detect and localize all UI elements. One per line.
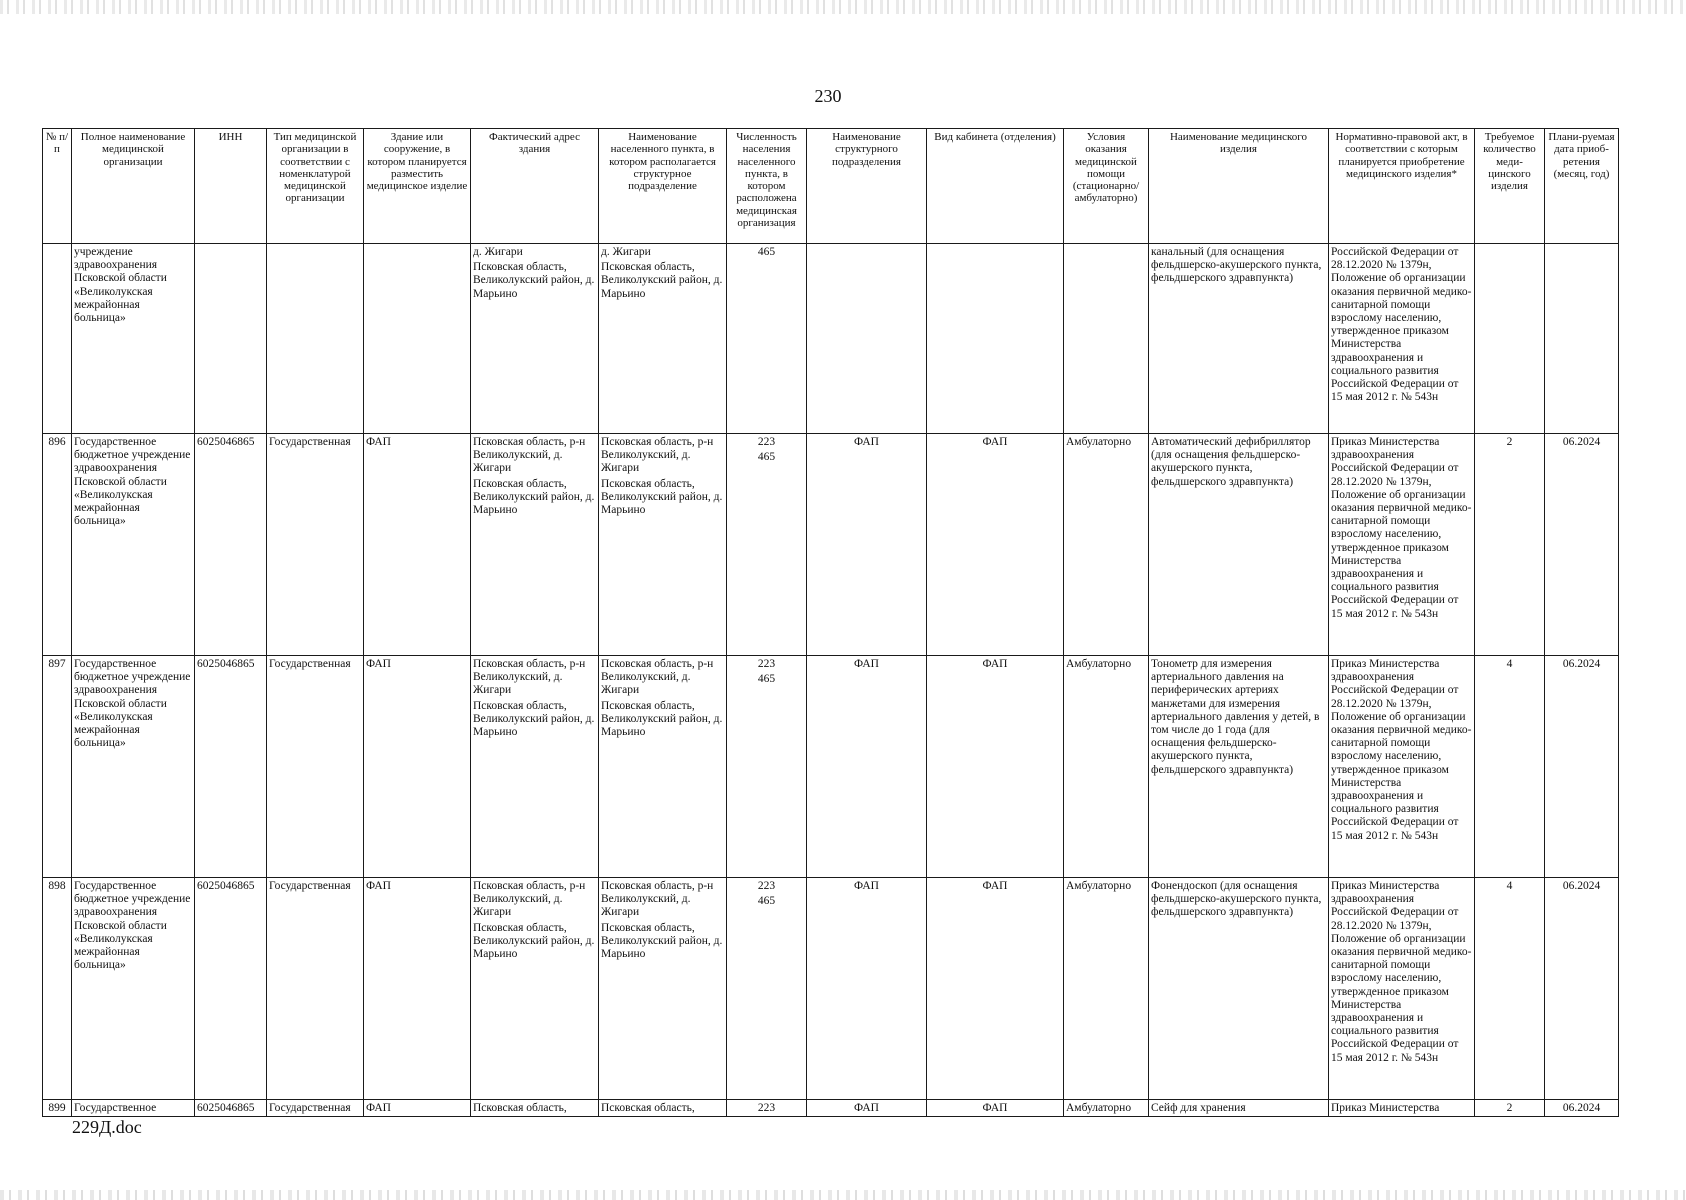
cell-inn: 6025046865 — [195, 656, 267, 878]
cell-date — [1545, 1100, 1619, 1117]
cell-unit: ФАП — [807, 878, 927, 1100]
scan-edge-top — [0, 0, 1686, 14]
cell-type — [267, 1100, 364, 1117]
cell-text: Амбулаторно — [1066, 1102, 1132, 1114]
header-device: Наименование медицинского изделия — [1149, 129, 1329, 244]
header-num: № п/п — [43, 129, 72, 244]
cell-org: Государственное бюджетное учреждение здравоохранения Псковской области «Великолукская межрайонная больница» — [72, 656, 195, 878]
population-value: 223 — [757, 658, 776, 670]
cell-population — [727, 1100, 807, 1117]
cell-unit — [807, 1100, 927, 1117]
table-row — [43, 434, 1619, 656]
cell-text: 6025046865 — [197, 1102, 255, 1114]
cell-num: 896 — [43, 434, 72, 656]
table-row — [43, 656, 1619, 878]
cell-device: Автоматический дефибриллятор (для оснащения фельдшерско-акушерского пункта, фельдшерского здравпункта) — [1149, 434, 1329, 656]
cell-text: 223 — [757, 1102, 776, 1114]
cell-address — [471, 878, 599, 1100]
address-line: Псковская область, р-н Великолукский, д. Жигари — [473, 880, 586, 919]
cell-inn: 6025046865 — [195, 434, 267, 656]
population-value: 465 — [757, 246, 776, 258]
header-settlement: Наименование населенного пункта, в котором располагается структурное подразделение — [599, 129, 727, 244]
cell-settlement — [599, 434, 727, 656]
cell-text: ФАП — [854, 1102, 879, 1114]
cell-device: канальный (для оснащения фельдшерско-акушерского пункта, фельдшерского здравпункта) — [1149, 244, 1329, 434]
cell-cabinet — [927, 244, 1064, 434]
cell-address — [471, 434, 599, 656]
cell-settlement — [599, 656, 727, 878]
settlement-line: Псковская область, Великолукский район, д. Марьино — [601, 921, 723, 961]
cell-settlement — [599, 244, 727, 434]
cell-settlement — [599, 878, 727, 1100]
cell-text: Государственная — [269, 1102, 351, 1114]
cell-inn — [195, 1100, 267, 1117]
cell-conditions: Амбулаторно — [1064, 878, 1149, 1100]
address-line: Псковская область, Великолукский район, д. Марьино — [473, 477, 595, 517]
table-row-truncated — [43, 1100, 1619, 1117]
cell-type: Государственная — [267, 434, 364, 656]
cell-population — [727, 434, 807, 656]
cell-date: 06.2024 — [1545, 434, 1619, 656]
cell-address — [471, 244, 599, 434]
settlement-line: Псковская область, Великолукский район, д. Марьино — [601, 699, 723, 739]
header-unit: Наименование структурного подразделения — [807, 129, 927, 244]
address-line: Псковская область, Великолукский район, д. Марьино — [473, 921, 595, 961]
cell-act: Приказ Министерства здравоохранения Российской Федерации от 28.12.2020 № 1379н, Положение об организации оказания первичной медико-санитарной помощи взрослому населению, утвержденное приказом Министерства здравоохранения и социального развития Российской Федерации от 15 мая 2012 г. № 543н — [1329, 878, 1475, 1100]
header-address: Фактический адрес здания — [471, 129, 599, 244]
cell-text: Приказ Министерства — [1331, 1102, 1440, 1114]
cell-type — [267, 244, 364, 434]
population-value: 223 — [757, 436, 776, 448]
cell-inn — [195, 244, 267, 434]
address-line: Псковская область, р-н Великолукский, д. Жигари — [473, 436, 586, 475]
cell-building: ФАП — [364, 878, 471, 1100]
cell-device — [1149, 1100, 1329, 1117]
scan-edge-bottom — [0, 1190, 1686, 1200]
population-value: 465 — [757, 673, 776, 686]
table-row — [43, 878, 1619, 1100]
cell-type: Государственная — [267, 656, 364, 878]
cell-num — [43, 1100, 72, 1117]
header-qty: Требуемое количество меди-цинского изделия — [1475, 129, 1545, 244]
cell-text: Псковская область, — [601, 1102, 695, 1114]
population-value: 223 — [757, 880, 776, 892]
cell-qty: 4 — [1475, 656, 1545, 878]
header-date: Плани-руемая дата приоб-ретения (месяц, год) — [1545, 129, 1619, 244]
header-org: Полное наименование медицинской организации — [72, 129, 195, 244]
population-value: 465 — [757, 895, 776, 908]
settlement-line: д. Жигари — [601, 246, 651, 258]
cell-type: Государственная — [267, 878, 364, 1100]
address-line: Псковская область, р-н Великолукский, д. Жигари — [473, 658, 586, 697]
cell-text: Псковская область, — [473, 1102, 567, 1114]
cell-building: ФАП — [364, 656, 471, 878]
cell-inn: 6025046865 — [195, 878, 267, 1100]
footer-filename: 229Д.doc — [72, 1117, 142, 1137]
cell-qty: 2 — [1475, 434, 1545, 656]
settlement-line: Псковская область, р-н Великолукский, д. Жигари — [601, 658, 714, 697]
cell-cabinet: ФАП — [927, 878, 1064, 1100]
header-act: Нормативно-правовой акт, в соответствии с которым планируется приобретение медицинского изделия* — [1329, 129, 1475, 244]
settlement-line: Псковская область, р-н Великолукский, д. Жигари — [601, 880, 714, 919]
header-population: Численность населения населенного пункта, в котором расположена медицинская организация — [727, 129, 807, 244]
settlement-line: Псковская область, Великолукский район, д. Марьино — [601, 477, 723, 517]
cell-population — [727, 656, 807, 878]
cell-unit: ФАП — [807, 434, 927, 656]
cell-settlement — [599, 1100, 727, 1117]
page-number: 230 — [814, 86, 842, 106]
address-line: Псковская область, Великолукский район, д. Марьино — [473, 699, 595, 739]
cell-org — [72, 1100, 195, 1117]
population-value: 465 — [757, 451, 776, 464]
header-conditions: Условия оказания медицинской помощи (стационарно/амбулаторно) — [1064, 129, 1149, 244]
header-type: Тип медицинской организации в соответствии с номенклатурой медицинской организации — [267, 129, 364, 244]
header-inn: ИНН — [195, 129, 267, 244]
cell-address — [471, 656, 599, 878]
cell-num: 898 — [43, 878, 72, 1100]
cell-date: 06.2024 — [1545, 656, 1619, 878]
cell-device: Фонендоскоп (для оснащения фельдшерско-акушерского пункта, фельдшерского здравпункта) — [1149, 878, 1329, 1100]
cell-text: Государственное — [74, 1102, 157, 1114]
address-line: д. Жигари — [473, 246, 523, 258]
cell-qty: 4 — [1475, 878, 1545, 1100]
header-building: Здание или сооружение, в котором планируется разместить медицинское изделие — [364, 129, 471, 244]
cell-unit — [807, 244, 927, 434]
cell-act: Приказ Министерства здравоохранения Российской Федерации от 28.12.2020 № 1379н, Положение об организации оказания первичной медико-санитарной помощи взрослому населению, утвержденное приказом Министерства здравоохранения и социального развития Российской Федерации от 15 мая 2012 г. № 543н — [1329, 434, 1475, 656]
cell-act: Приказ Министерства здравоохранения Российской Федерации от 28.12.2020 № 1379н, Положение об организации оказания первичной медико-санитарной помощи взрослому населению, утвержденное приказом Министерства здравоохранения и социального развития Российской Федерации от 15 мая 2012 г. № 543н — [1329, 656, 1475, 878]
cell-qty — [1475, 1100, 1545, 1117]
cell-unit: ФАП — [807, 656, 927, 878]
cell-cabinet: ФАП — [927, 434, 1064, 656]
cell-population — [727, 244, 807, 434]
cell-conditions: Амбулаторно — [1064, 656, 1149, 878]
header-cabinet: Вид кабинета (отделения) — [927, 129, 1064, 244]
equipment-table — [42, 128, 1619, 1117]
cell-text: Сейф для хранения — [1151, 1102, 1246, 1114]
cell-cabinet — [927, 1100, 1064, 1117]
cell-building — [364, 244, 471, 434]
cell-text: 899 — [48, 1102, 66, 1114]
cell-num: 897 — [43, 656, 72, 878]
table-row-continuation — [43, 244, 1619, 434]
cell-text: 06.2024 — [1562, 1102, 1601, 1114]
cell-population — [727, 878, 807, 1100]
cell-building — [364, 1100, 471, 1117]
cell-num — [43, 244, 72, 434]
cell-date — [1545, 244, 1619, 434]
cell-cabinet: ФАП — [927, 656, 1064, 878]
settlement-line: Псковская область, Великолукский район, д. Марьино — [601, 261, 723, 300]
cell-org: Государственное бюджетное учреждение здравоохранения Псковской области «Великолукская межрайонная больница» — [72, 878, 195, 1100]
cell-act — [1329, 1100, 1475, 1117]
cell-org: Государственное бюджетное учреждение здравоохранения Псковской области «Великолукская межрайонная больница» — [72, 434, 195, 656]
cell-text: ФАП — [366, 1102, 391, 1114]
cell-date: 06.2024 — [1545, 878, 1619, 1100]
address-line: Псковская область, Великолукский район, д. Марьино — [473, 261, 595, 300]
cell-qty — [1475, 244, 1545, 434]
cell-device: Тонометр для измерения артериального давления на периферичеcких артериях манжетами для измерения артериального давления у детей, в том числе до 1 года (для оснащения фельдшерско-акушерского пункта, фельдшерского здравпункта) — [1149, 656, 1329, 878]
cell-org: учреждение здравоохранения Псковской области «Великолукская межрайонная больница» — [72, 244, 195, 434]
cell-conditions: Амбулаторно — [1064, 434, 1149, 656]
cell-conditions — [1064, 244, 1149, 434]
cell-address — [471, 1100, 599, 1117]
cell-act: Российской Федерации от 28.12.2020 № 1379н, Положение об организации оказания первичной медико-санитарной помощи взрослому населению, утвержденное приказом Министерства здравоохранения и социального развития Российской Федерации от 15 мая 2012 г. № 543н — [1329, 244, 1475, 434]
settlement-line: Псковская область, р-н Великолукский, д. Жигари — [601, 436, 714, 475]
cell-building: ФАП — [364, 434, 471, 656]
cell-conditions — [1064, 1100, 1149, 1117]
cell-text: 2 — [1506, 1102, 1513, 1114]
table-header-row — [43, 129, 1619, 244]
cell-text: ФАП — [982, 1102, 1008, 1114]
